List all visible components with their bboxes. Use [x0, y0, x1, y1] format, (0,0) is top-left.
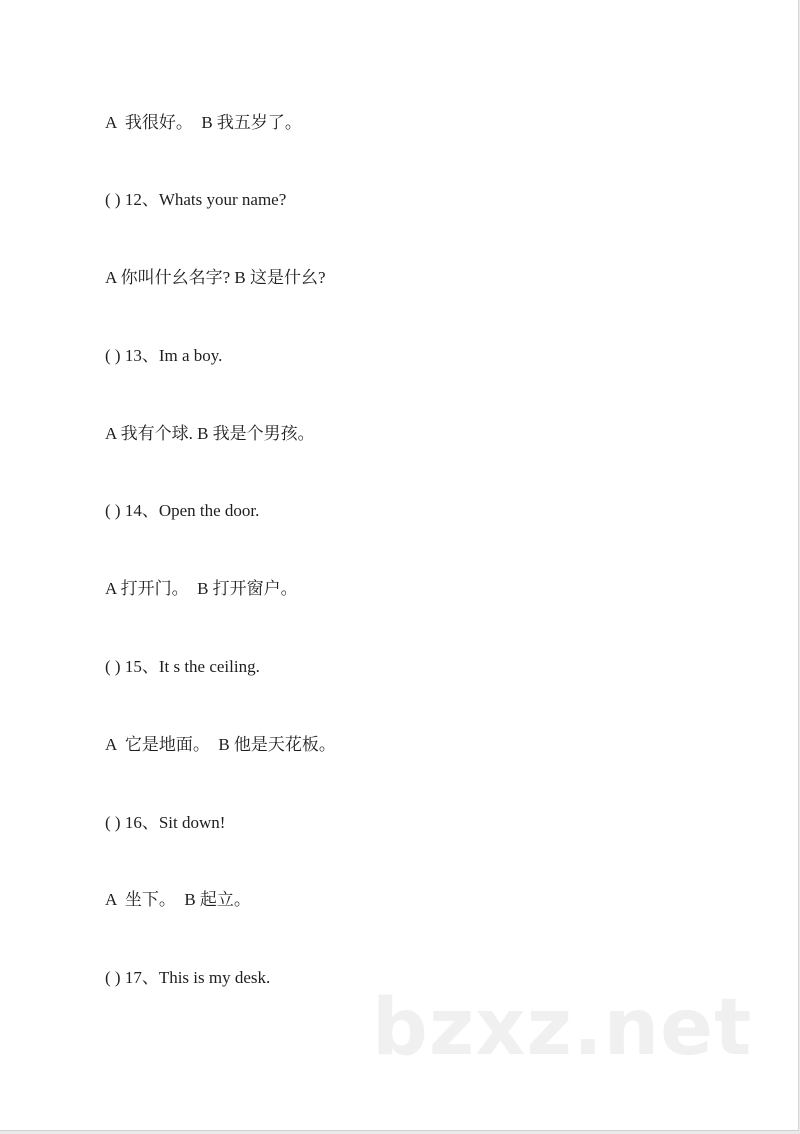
answer-options-13: A 我有个球. B 我是个男孩。 [105, 424, 315, 443]
answer-options-15: A 它是地面。 B 他是天花板。 [105, 735, 336, 754]
question-15: ( ) 15、It s the ceiling. [105, 657, 260, 676]
watermark-logo: bzxz.net [372, 983, 753, 1073]
question-12: ( ) 12、Whats your name? [105, 190, 287, 209]
question-14: ( ) 14、Open the door. [105, 501, 260, 520]
answer-options-12: A 你叫什幺名字? B 这是什幺? [105, 268, 326, 287]
question-13: ( ) 13、Im a boy. [105, 346, 223, 365]
question-16: ( ) 16、Sit down! [105, 813, 226, 832]
answer-options-14: A 打开门。 B 打开窗户。 [105, 579, 298, 598]
answer-options-11: A 我很好。 B 我五岁了。 [105, 113, 302, 132]
answer-options-16: A 坐下。 B 起立。 [105, 890, 251, 909]
question-17: ( ) 17、This is my desk. [105, 968, 271, 987]
